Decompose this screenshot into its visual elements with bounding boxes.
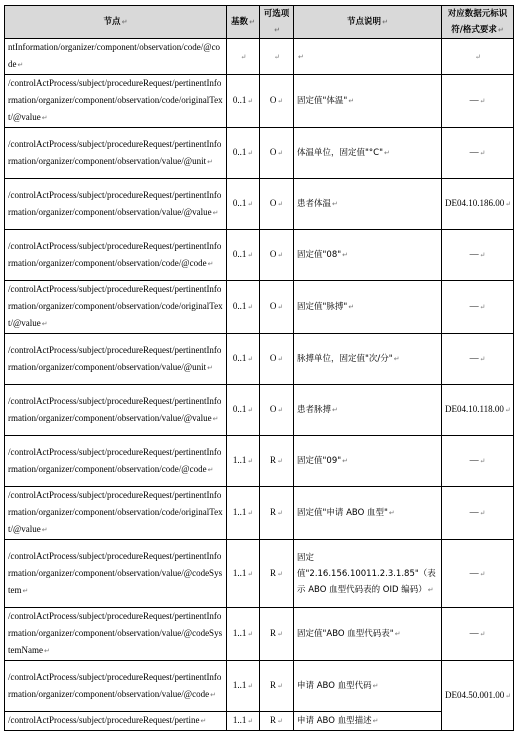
node-path-cell: /controlActProcess/subject/procedureRequest/pertinentInformation/organizer/component/observation/value/@code↵ (5, 661, 227, 712)
table-row (5, 385, 514, 436)
table-row (5, 712, 514, 731)
data-element-cell: —↵ (442, 608, 514, 661)
cardinality-cell: ↵ (227, 39, 260, 75)
optional-cell: ↵ (260, 39, 294, 75)
cardinality-cell: 1..1↵ (227, 608, 260, 661)
cardinality-cell: 1..1↵ (227, 540, 260, 608)
data-element-cell: —↵ (442, 75, 514, 128)
node-path-cell: /controlActProcess/subject/procedureRequest/pertinentInformation/organizer/component/observation/value/@unit↵ (5, 334, 227, 385)
data-element-cell: ↵ (442, 39, 514, 75)
node-path-cell: /controlActProcess/subject/procedureRequest/pertinentInformation/organizer/component/observation/value/@value↵ (5, 179, 227, 230)
cardinality-cell: 0..1↵ (227, 75, 260, 128)
cardinality-cell: 1..1↵ (227, 661, 260, 712)
cardinality-cell: 1..1↵ (227, 436, 260, 487)
node-path-cell: /controlActProcess/subject/procedureRequest/pertine↵ (5, 712, 227, 731)
description-cell: 脉搏单位，固定值"次/分"↵ (294, 334, 442, 385)
node-spec-table (4, 5, 514, 731)
description-cell: ↵ (294, 39, 442, 75)
table-row (5, 230, 514, 281)
node-path-cell: /controlActProcess/subject/procedureRequest/pertinentInformation/organizer/component/observation/code/originalText/@value↵ (5, 281, 227, 334)
cardinality-cell: 1..1↵ (227, 712, 260, 731)
table-row (5, 281, 514, 334)
optional-cell: O↵ (260, 230, 294, 281)
description-cell: 固定值"ABO 血型代码表"↵ (294, 608, 442, 661)
table-row (5, 436, 514, 487)
description-cell: 申请 ABO 血型描述↵ (294, 712, 442, 731)
description-cell: 固定值"申请 ABO 血型"↵ (294, 487, 442, 540)
description-cell: 患者体温↵ (294, 179, 442, 230)
data-element-cell: —↵ (442, 540, 514, 608)
data-element-cell: —↵ (442, 281, 514, 334)
data-element-cell: —↵ (442, 334, 514, 385)
description-cell: 患者脉搏↵ (294, 385, 442, 436)
table-row (5, 487, 514, 540)
node-path-cell: /controlActProcess/subject/procedureRequest/pertinentInformation/organizer/component/observation/code/originalText/@value↵ (5, 487, 227, 540)
cardinality-cell: 0..1↵ (227, 281, 260, 334)
data-element-cell: —↵ (442, 436, 514, 487)
table-row (5, 540, 514, 608)
description-cell: 固定值"体温"↵ (294, 75, 442, 128)
optional-cell: R↵ (260, 436, 294, 487)
node-path-cell: /controlActProcess/subject/procedureRequest/pertinentInformation/organizer/component/observation/value/@codeSystemName↵ (5, 608, 227, 661)
optional-cell: R↵ (260, 540, 294, 608)
optional-cell: R↵ (260, 608, 294, 661)
node-path-cell: /controlActProcess/subject/procedureRequest/pertinentInformation/organizer/component/observation/code/@code↵ (5, 436, 227, 487)
optional-cell: O↵ (260, 334, 294, 385)
cardinality-cell: 0..1↵ (227, 179, 260, 230)
description-cell: 体温单位，固定值"°C"↵ (294, 128, 442, 179)
node-path-cell: /controlActProcess/subject/procedureRequest/pertinentInformation/organizer/component/observation/code/@code↵ (5, 230, 227, 281)
table-header-row (5, 6, 514, 39)
optional-cell: R↵ (260, 712, 294, 731)
optional-cell: O↵ (260, 281, 294, 334)
data-element-cell: DE04.10.186.00↵ (442, 179, 514, 230)
node-path-cell: /controlActProcess/subject/procedureRequest/pertinentInformation/organizer/component/observation/value/@unit↵ (5, 128, 227, 179)
node-path-cell: ntInformation/organizer/component/observation/code/@code↵ (5, 39, 227, 75)
table-row (5, 179, 514, 230)
optional-cell: O↵ (260, 75, 294, 128)
cardinality-cell: 1..1↵ (227, 487, 260, 540)
data-element-cell: —↵ (442, 230, 514, 281)
description-cell: 固定值"2.16.156.10011.2.3.1.85"（表示 ABO 血型代码表的 OID 编码）↵ (294, 540, 442, 608)
table-row (5, 128, 514, 179)
table-row (5, 334, 514, 385)
optional-cell: R↵ (260, 487, 294, 540)
table-row (5, 75, 514, 128)
description-cell: 固定值"08"↵ (294, 230, 442, 281)
node-path-cell: /controlActProcess/subject/procedureRequest/pertinentInformation/organizer/component/observation/code/originalText/@value↵ (5, 75, 227, 128)
optional-cell: R↵ (260, 661, 294, 712)
cardinality-cell: 0..1↵ (227, 385, 260, 436)
description-cell: 申请 ABO 血型代码↵ (294, 661, 442, 712)
data-element-cell: DE04.10.118.00↵ (442, 385, 514, 436)
node-path-cell: /controlActProcess/subject/procedureRequest/pertinentInformation/organizer/component/observation/value/@value↵ (5, 385, 227, 436)
data-element-cell: DE04.50.001.00↵ (442, 661, 514, 731)
table-row (5, 661, 514, 712)
table-row (5, 39, 514, 75)
data-element-cell: —↵ (442, 487, 514, 540)
optional-cell: O↵ (260, 179, 294, 230)
cardinality-cell: 0..1↵ (227, 334, 260, 385)
header-node: 节点↵ (5, 6, 227, 39)
description-cell: 固定值"09"↵ (294, 436, 442, 487)
header-cardinality: 基数↵ (227, 6, 260, 39)
optional-cell: O↵ (260, 128, 294, 179)
description-cell: 固定值"脉搏"↵ (294, 281, 442, 334)
cardinality-cell: 0..1↵ (227, 128, 260, 179)
table-row (5, 608, 514, 661)
header-optional: 可选项↵ (260, 6, 294, 39)
optional-cell: O↵ (260, 385, 294, 436)
header-element: 对应数据元标识符/格式要求↵ (442, 6, 514, 39)
node-path-cell: /controlActProcess/subject/procedureRequest/pertinentInformation/organizer/component/observation/value/@codeSystem↵ (5, 540, 227, 608)
cardinality-cell: 0..1↵ (227, 230, 260, 281)
data-element-cell: —↵ (442, 128, 514, 179)
header-description: 节点说明↵ (294, 6, 442, 39)
